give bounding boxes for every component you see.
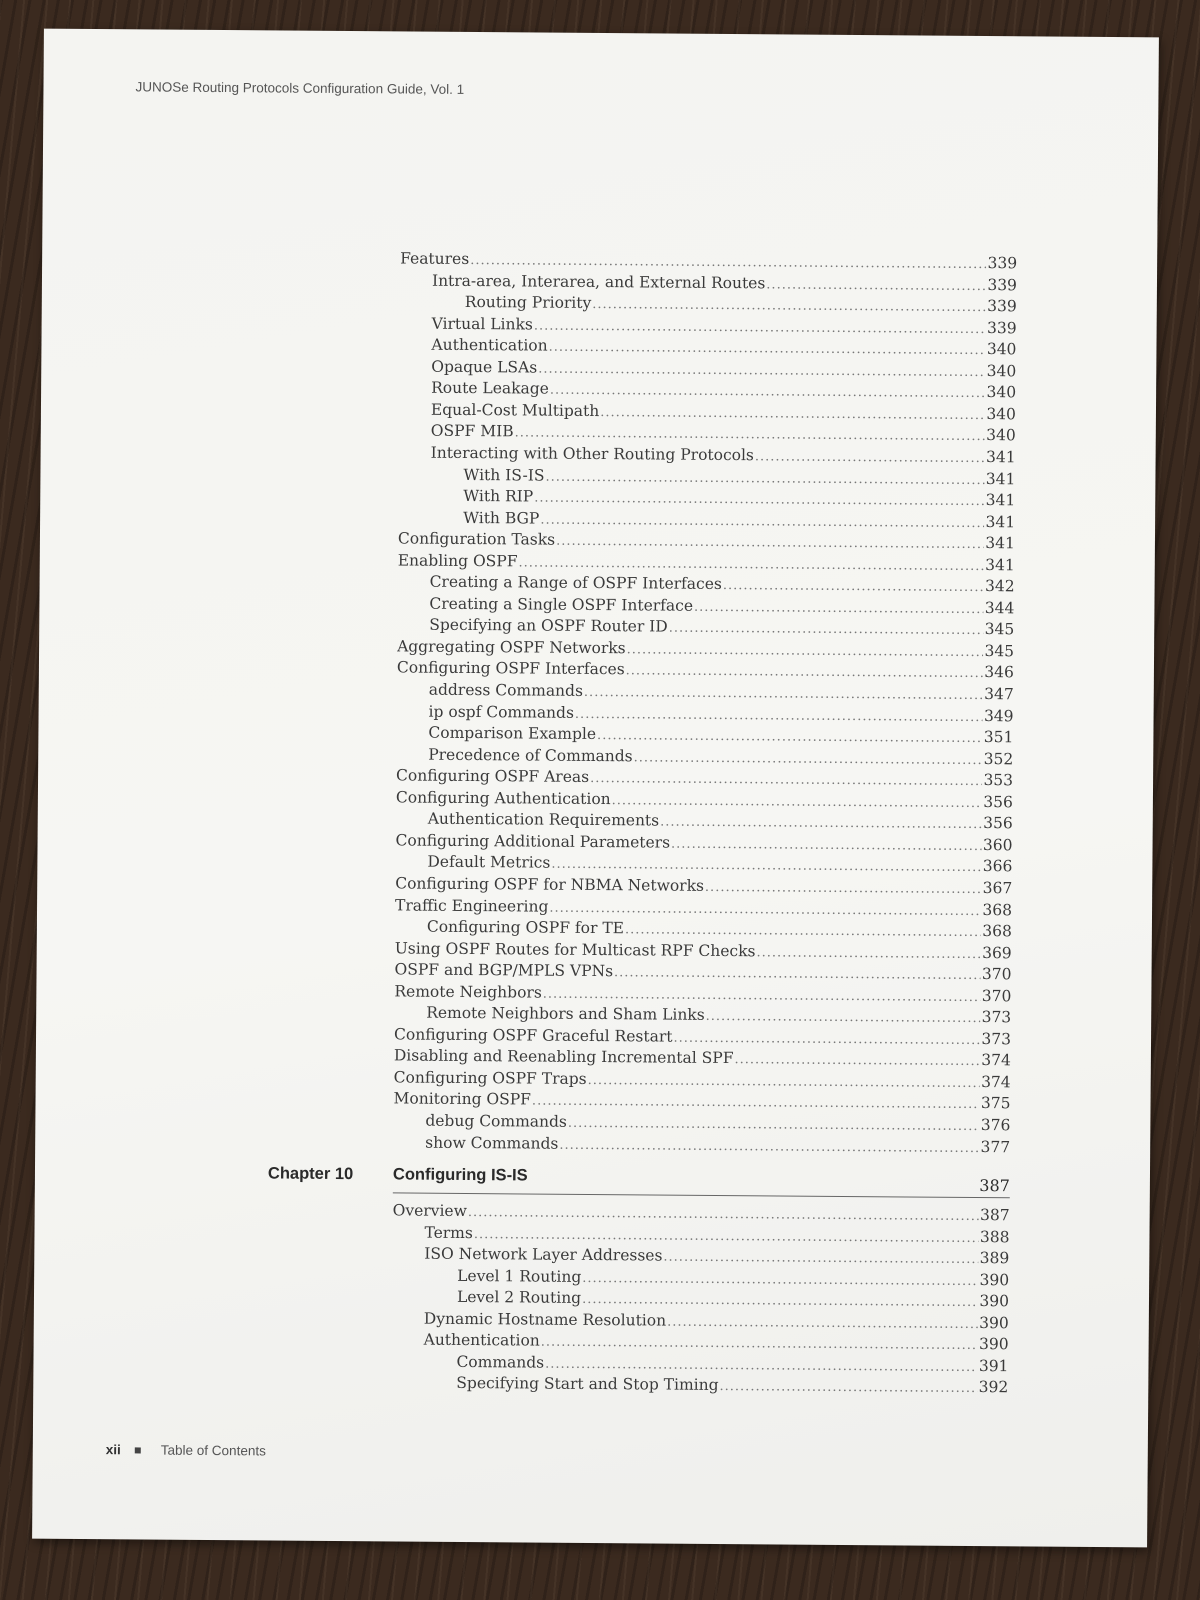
toc-entry-title: Remote Neighbors: [394, 982, 542, 1002]
toc-leader-dots: [626, 664, 984, 682]
toc-entry-page: 387: [979, 1206, 1010, 1225]
toc-entry-title: Comparison Example: [428, 723, 597, 744]
toc-entry-title: With RIP: [463, 486, 534, 506]
toc-entry-title: Terms: [424, 1223, 473, 1242]
toc-entry-page: 375: [980, 1094, 1011, 1113]
toc-leader-dots: [556, 534, 984, 552]
toc-leader-dots: [559, 1137, 979, 1155]
toc-entry-title: Monitoring OSPF: [393, 1089, 532, 1109]
toc-entry-page: 390: [979, 1313, 1009, 1333]
toc-leader-dots: [592, 297, 986, 315]
toc-leader-dots: [518, 555, 984, 574]
toc-entry-title: Configuration Tasks: [397, 529, 556, 549]
toc-entry-page: 374: [981, 1072, 1011, 1092]
toc-entry-title: Configuring Authentication: [395, 788, 611, 808]
toc-entry-title: debug Commands: [425, 1111, 567, 1131]
toc-entry-page: 344: [984, 598, 1015, 618]
toc-entry-page: 340: [986, 340, 1017, 359]
toc-leader-dots: [719, 1379, 977, 1396]
toc-entry-title: Precedence of Commands: [428, 745, 633, 765]
toc-entry-page: 341: [985, 447, 1016, 467]
toc-entry-page: 366: [982, 857, 1013, 876]
toc-entry-title: Aggregating OSPF Networks: [397, 637, 626, 658]
toc-leader-dots: [634, 750, 983, 768]
toc-entry-title: Using OSPF Routes for Multicast RPF Checks: [394, 939, 756, 960]
toc-entry-page: 388: [979, 1227, 1010, 1246]
toc-leader-dots: [550, 383, 986, 401]
toc-leader-dots: [551, 857, 982, 875]
toc-leader-dots: [614, 965, 981, 983]
toc-entry-page: 341: [985, 534, 1016, 553]
toc-leader-dots: [673, 1030, 980, 1047]
toc-leader-dots: [766, 277, 986, 294]
toc-entry-page: 342: [984, 577, 1015, 596]
toc-entry-title: Dynamic Hostname Resolution: [423, 1309, 667, 1330]
toc-entry-title: Interacting with Other Routing Protocols: [430, 443, 755, 465]
page-folio: xii: [105, 1442, 121, 1458]
toc-leader-dots: [545, 1356, 978, 1374]
toc-leader-dots: [706, 1009, 981, 1026]
toc-entry-title: With IS-IS: [463, 465, 545, 485]
toc-entry-title: OSPF and BGP/MPLS VPNs: [394, 960, 614, 981]
toc-entry-page: 376: [980, 1116, 1011, 1135]
toc-entry-page: 340: [986, 361, 1017, 381]
toc-entry-page: 390: [979, 1292, 1010, 1311]
toc-entry-page: 340: [986, 426, 1016, 445]
toc-entry-page: 339: [986, 318, 1017, 337]
toc-leader-dots: [612, 793, 983, 811]
toc-leader-dots: [597, 728, 983, 746]
toc-entry-title: Configuring OSPF Graceful Restart: [393, 1025, 673, 1046]
toc-entry-page: 360: [982, 835, 1013, 855]
toc-entry-page: 340: [986, 404, 1017, 424]
toc-entry-title: Commands: [456, 1352, 545, 1372]
toc-entry-title: ISO Network Layer Addresses: [424, 1244, 663, 1265]
toc-entry-page: 339: [987, 275, 1018, 294]
toc-leader-dots: [600, 405, 985, 423]
toc-entry-title: Features: [400, 249, 470, 268]
chapter-page: 387: [979, 1176, 1010, 1196]
toc-leader-dots: [671, 836, 982, 853]
toc-entry-title: Configuring OSPF for TE: [426, 917, 625, 938]
toc-entry-page: 368: [982, 922, 1012, 941]
chapter-title: Configuring IS-IS: [392, 1165, 528, 1185]
toc-entry-page: 370: [981, 965, 1012, 984]
toc-leader-dots: [575, 706, 983, 724]
document-page: [32, 29, 1159, 1548]
toc-entry-title: Creating a Range of OSPF Interfaces: [429, 572, 722, 594]
toc-entry-title: Intra-area, Interarea, and External Routes: [431, 271, 766, 292]
toc-entry-page: 392: [978, 1378, 1009, 1397]
toc-leader-dots: [470, 253, 986, 272]
chapter-number: Chapter 10: [267, 1164, 354, 1184]
toc-entry-title: Level 2 Routing: [456, 1288, 582, 1308]
toc-leader-dots: [625, 922, 981, 940]
toc-leader-dots: [582, 1292, 978, 1310]
toc-entry-page: 356: [983, 814, 1013, 833]
toc-entry-title: Route Leakage: [431, 378, 549, 398]
page-footer: [106, 1442, 266, 1458]
toc-entry-title: Remote Neighbors and Sham Links: [426, 1003, 705, 1025]
toc-entry-page: 389: [979, 1249, 1010, 1268]
toc-list: [42, 247, 1157, 1156]
toc-entry-title: Default Metrics: [427, 853, 551, 873]
toc-entry-page: 390: [978, 1335, 1009, 1354]
toc-entry-title: Creating a Single OSPF Interface: [429, 594, 694, 615]
toc-entry-page: 351: [983, 728, 1014, 747]
toc-entry-page: 390: [979, 1270, 1010, 1289]
toc-leader-dots: [669, 621, 984, 638]
toc-entry-page: 367: [982, 878, 1013, 898]
toc-entry-title: Level 1 Routing: [457, 1266, 582, 1286]
toc-leader-dots: [667, 1314, 978, 1331]
toc-entry-page: 345: [984, 641, 1015, 661]
toc-entry-title: Opaque LSAs: [431, 357, 538, 377]
toc-entry-page: 345: [984, 620, 1015, 639]
toc-entry-page: 353: [983, 771, 1014, 790]
toc-leader-dots: [582, 1271, 978, 1289]
toc-entry-page: 356: [983, 792, 1013, 812]
toc-leader-dots: [545, 469, 984, 487]
toc-entry-title: address Commands: [428, 680, 584, 700]
toc-leader-dots: [660, 815, 982, 833]
toc-entry-title: Specifying an OSPF Router ID: [429, 616, 668, 636]
toc-leader-dots: [584, 685, 983, 703]
toc-entry-page: 346: [984, 663, 1014, 682]
toc-entry-page: 352: [983, 749, 1014, 768]
chapter-heading: [35, 1163, 1150, 1202]
chapter-rule: [393, 1192, 1010, 1198]
toc-entry: [456, 1374, 1008, 1400]
toc-entry-title: Overview: [392, 1201, 467, 1221]
toc-leader-dots: [663, 1250, 978, 1267]
toc-entry-title: Traffic Engineering: [395, 895, 549, 916]
toc-leader-dots: [532, 1094, 980, 1113]
toc-leader-dots: [723, 578, 984, 595]
toc-leader-dots: [474, 1227, 979, 1246]
toc-leader-dots: [756, 945, 981, 962]
toc-leader-dots: [549, 900, 981, 918]
toc-leader-dots: [549, 340, 986, 358]
toc-leader-dots: [568, 1116, 980, 1134]
toc-entry-page: 368: [982, 900, 1013, 919]
toc-entry-title: ip ospf Commands: [428, 702, 575, 722]
toc-leader-dots: [755, 449, 985, 466]
toc-entry-title: Virtual Links: [431, 314, 533, 334]
toc-entry-page: 341: [985, 555, 1015, 574]
toc-entry-page: 341: [985, 469, 1016, 488]
toc-entry: [425, 1133, 1010, 1160]
toc-entry-page: 341: [985, 491, 1016, 510]
toc-entry-page: 369: [982, 943, 1012, 962]
toc-leader-dots: [734, 1052, 980, 1069]
toc-entry-title: Configuring OSPF for NBMA Networks: [395, 874, 705, 895]
toc-entry-page: 349: [983, 706, 1014, 725]
toc-leader-dots: [534, 318, 986, 337]
toc-entry-page: 347: [984, 685, 1014, 704]
toc-entry-title: Disabling and Reenabling Incremental SPF: [393, 1046, 734, 1068]
toc-entry-title: Equal-Cost Multipath: [430, 400, 600, 420]
toc-entry-page: 340: [986, 383, 1017, 402]
toc-entry-title: Authentication: [431, 335, 548, 355]
bullet-square-icon: [135, 1447, 141, 1453]
toc-entry-page: 373: [981, 1029, 1012, 1049]
toc-entry-title: Configuring OSPF Areas: [396, 766, 590, 787]
toc-leader-dots: [534, 491, 985, 510]
toc-entry-page: 374: [981, 1051, 1011, 1070]
toc-entry-page: 391: [978, 1356, 1009, 1376]
toc-leader-dots: [468, 1205, 979, 1224]
toc-entry-title: Specifying Start and Stop Timing: [456, 1374, 719, 1395]
toc-entry-title: Routing Priority: [464, 293, 592, 313]
toc-entry-title: show Commands: [425, 1133, 559, 1153]
toc-leader-dots: [540, 512, 984, 530]
toc-entry-title: With BGP: [463, 508, 540, 528]
toc-leader-dots: [694, 600, 984, 617]
footer-section: Table of Contents: [160, 1442, 266, 1459]
toc-entry-title: Configuring Additional Parameters: [395, 831, 671, 852]
toc-leader-dots: [515, 426, 986, 445]
toc-leader-dots: [538, 361, 986, 380]
running-head: JUNOSe Routing Protocols Configuration Guide, Vol. 1: [135, 79, 465, 97]
toc-entry-page: 373: [981, 1008, 1012, 1027]
toc-leader-dots: [543, 986, 981, 1004]
toc-leader-dots: [588, 1073, 981, 1091]
toc-entry-title: Authentication Requirements: [427, 809, 660, 830]
toc-entry-title: Configuring OSPF Traps: [393, 1068, 587, 1088]
toc-entry-page: 339: [987, 254, 1018, 273]
toc-entry-page: 370: [981, 986, 1012, 1005]
toc-entry-page: 377: [980, 1137, 1011, 1156]
toc-entry-title: Authentication: [423, 1330, 540, 1350]
toc-leader-dots: [590, 771, 982, 789]
toc-entry-page: 341: [985, 512, 1016, 531]
toc-entry-title: OSPF MIB: [430, 422, 514, 441]
toc-leader-dots: [705, 880, 982, 897]
toc-entry-page: 339: [987, 297, 1017, 316]
toc-entry-title: Configuring OSPF Interfaces: [396, 658, 625, 679]
toc-leader-dots: [541, 1335, 978, 1353]
toc-leader-dots: [627, 642, 984, 660]
toc-entry-title: Enabling OSPF: [397, 551, 518, 571]
